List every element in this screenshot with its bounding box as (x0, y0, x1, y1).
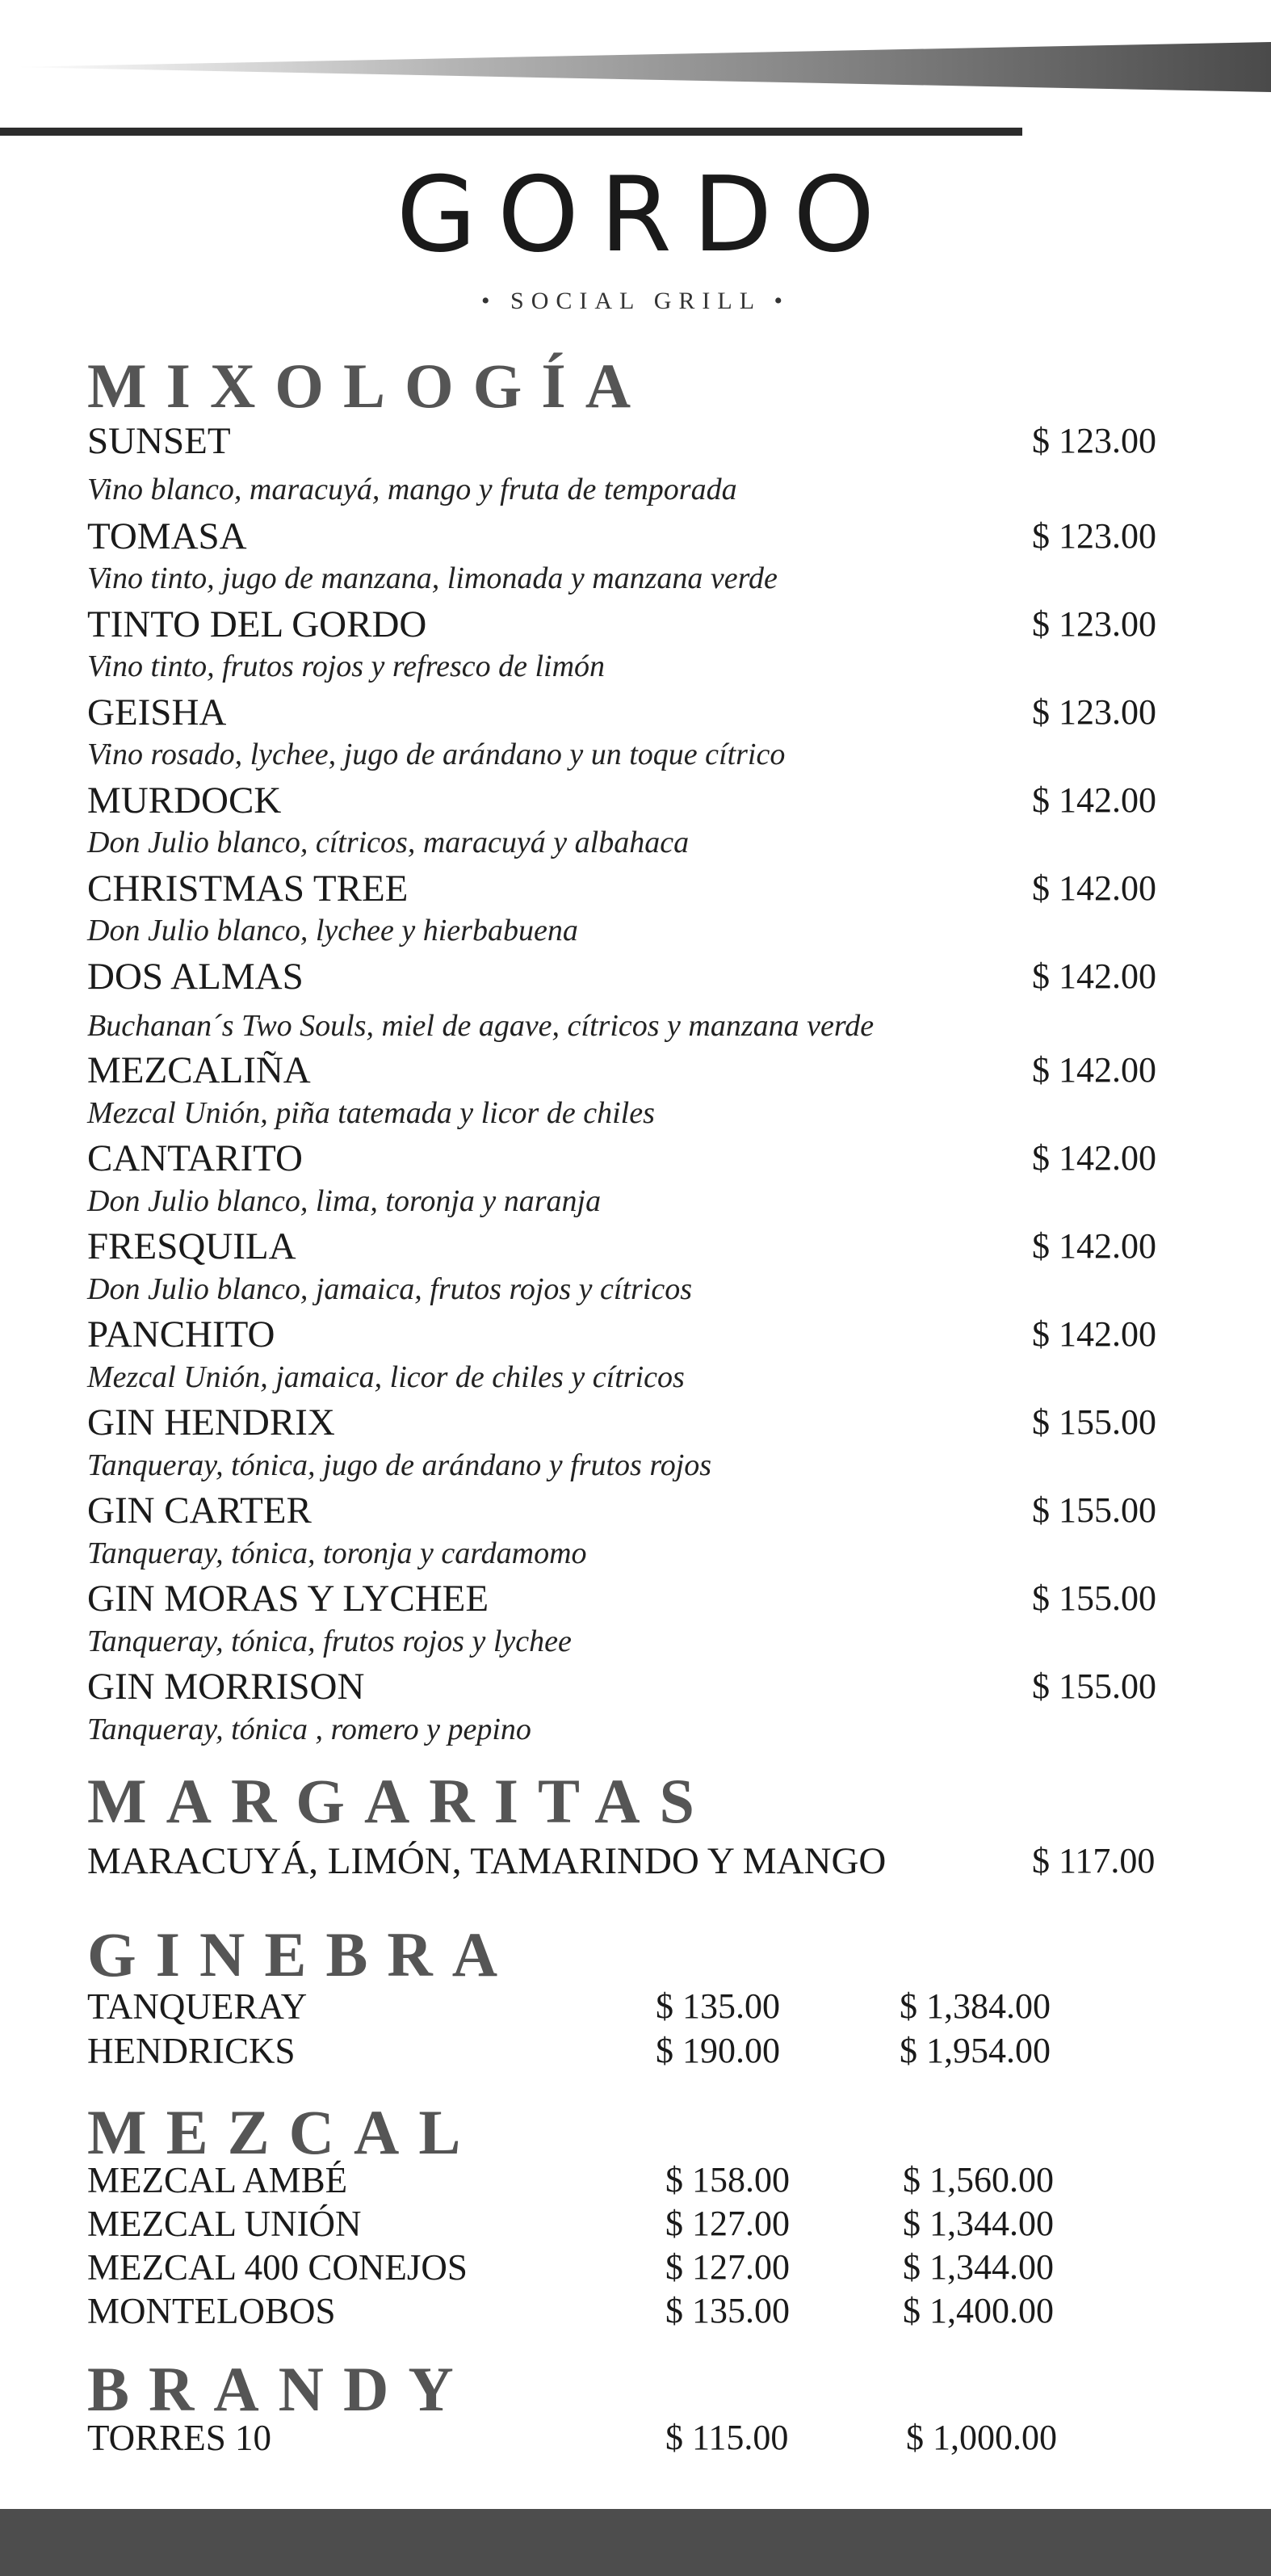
item-name: MONTELOBOS (87, 2291, 336, 2331)
menu-item-mezcal-400-conejos (87, 2246, 1137, 2288)
item-price-glass: $ 135.00 (656, 1986, 780, 2026)
item-name: TOMASA (87, 515, 247, 557)
item-name: MEZCAL UNIÓN (87, 2204, 362, 2244)
item-price: $ 117.00 (1032, 1841, 1156, 1881)
item-price: $ 142.00 (1032, 780, 1156, 820)
brand-tagline: • SOCIAL GRILL • (481, 288, 790, 314)
header-rule (0, 128, 1022, 136)
item-description: Tanqueray, tónica , romero y pepino (87, 1712, 531, 1746)
menu-item-gin-moras-y-lychee (87, 1576, 1169, 1621)
item-description: Tanqueray, tónica, frutos rojos y lychee (87, 1624, 572, 1658)
menu-item-fresquila (87, 1224, 1169, 1269)
item-price: $ 155.00 (1032, 1666, 1156, 1706)
item-name: MEZCAL 400 CONEJOS (87, 2247, 468, 2288)
item-price-bottle: $ 1,400.00 (903, 2291, 1054, 2330)
item-price: $ 142.00 (1032, 1226, 1156, 1266)
item-description: Vino rosado, lychee, jugo de arándano y un toque cítrico (87, 738, 786, 771)
item-name: MARACUYÁ, LIMÓN, TAMARINDO Y MANGO (87, 1840, 887, 1882)
item-name: DOS ALMAS (87, 956, 304, 998)
footer-bar (0, 2509, 1271, 2576)
item-name: GEISHA (87, 691, 227, 733)
item-price-glass: $ 158.00 (665, 2160, 790, 2200)
section-title-ginebra: GINEBRA (87, 1919, 518, 1990)
menu-item-tinto-del-gordo (87, 602, 1169, 647)
item-name: PANCHITO (87, 1313, 275, 1355)
item-name: TORRES 10 (87, 2418, 271, 2458)
item-price-glass: $ 115.00 (665, 2418, 789, 2457)
item-name: MURDOCK (87, 780, 282, 822)
item-price-bottle: $ 1,954.00 (900, 2031, 1051, 2070)
item-name: CANTARITO (87, 1137, 303, 1179)
item-description: Buchanan´s Two Souls, miel de agave, cítricos y manzana verde (87, 1009, 875, 1043)
item-price: $ 142.00 (1032, 1050, 1156, 1090)
menu-item-gin-carter (87, 1488, 1169, 1533)
menu-item-cantarito (87, 1136, 1169, 1181)
item-name: FRESQUILA (87, 1225, 296, 1267)
item-price: $ 155.00 (1032, 1402, 1156, 1442)
menu-item-torres-10 (87, 2417, 1137, 2459)
item-price-glass: $ 127.00 (665, 2247, 790, 2287)
item-name: GIN HENDRIX (87, 1401, 335, 1443)
menu-item-hendricks (87, 2030, 1137, 2072)
item-description: Mezcal Unión, piña tatemada y licor de chiles (87, 1096, 655, 1130)
item-price: $ 123.00 (1032, 421, 1156, 460)
item-price: $ 155.00 (1032, 1578, 1156, 1618)
menu-item-montelobos (87, 2290, 1137, 2332)
item-name: SUNSET (87, 420, 231, 462)
menu-item-tanqueray (87, 1986, 1137, 2028)
menu-item-sunset (87, 418, 1169, 464)
item-description: Tanqueray, tónica, toronja y cardamomo (87, 1536, 587, 1570)
menu-item-gin-hendrix (87, 1400, 1169, 1445)
item-name: TINTO DEL GORDO (87, 603, 427, 645)
menu-item-panchito (87, 1312, 1169, 1357)
section-title-mixologia: MIXOLOGÍA (87, 351, 651, 421)
menu-item-dos-almas (87, 954, 1169, 999)
item-name: GIN MORRISON (87, 1666, 365, 1708)
menu-item-mezcal-union (87, 2203, 1137, 2245)
item-name: TANQUERAY (87, 1986, 308, 2027)
item-price-bottle: $ 1,000.00 (906, 2418, 1057, 2457)
item-name: CHRISTMAS TREE (87, 868, 409, 910)
item-price-bottle: $ 1,344.00 (903, 2247, 1054, 2287)
item-description: Vino tinto, jugo de manzana, limonada y manzana verde (87, 561, 778, 595)
item-price: $ 142.00 (1032, 1138, 1156, 1178)
menu-item-margaritas (87, 1838, 1169, 1884)
item-price: $ 155.00 (1032, 1490, 1156, 1530)
item-price: $ 123.00 (1032, 604, 1156, 644)
item-price: $ 142.00 (1032, 956, 1156, 996)
item-description: Vino blanco, maracuyá, mango y fruta de temporada (87, 473, 737, 506)
item-price: $ 123.00 (1032, 692, 1156, 732)
menu-item-gin-morrison (87, 1664, 1169, 1709)
item-description: Don Julio blanco, lima, toronja y naranja (87, 1184, 602, 1218)
item-price: $ 142.00 (1032, 1314, 1156, 1354)
item-price-bottle: $ 1,560.00 (903, 2160, 1054, 2200)
section-title-margaritas: MARGARITAS (87, 1766, 714, 1836)
item-price-glass: $ 135.00 (665, 2291, 790, 2330)
item-price-glass: $ 127.00 (665, 2204, 790, 2243)
item-price-bottle: $ 1,384.00 (900, 1986, 1051, 2026)
item-price: $ 123.00 (1032, 516, 1156, 556)
item-description: Vino tinto, frutos rojos y refresco de limón (87, 649, 606, 683)
item-name: GIN MORAS Y LYCHEE (87, 1578, 489, 1620)
header-swoosh-decoration (13, 42, 1271, 92)
item-description: Don Julio blanco, jamaica, frutos rojos y cítricos (87, 1272, 693, 1306)
item-name: GIN CARTER (87, 1490, 312, 1532)
item-description: Don Julio blanco, lychee y hierbabuena (87, 914, 578, 948)
item-description: Tanqueray, tónica, jugo de arándano y frutos rojos (87, 1448, 712, 1482)
item-description: Mezcal Unión, jamaica, licor de chiles y cítricos (87, 1360, 685, 1394)
item-price: $ 142.00 (1032, 868, 1156, 908)
item-price-bottle: $ 1,344.00 (903, 2204, 1054, 2243)
item-name: HENDRICKS (87, 2031, 296, 2071)
section-title-mezcal: MEZCAL (87, 2097, 480, 2167)
menu-item-mezcalina (87, 1048, 1169, 1093)
menu-item-tomasa (87, 514, 1169, 559)
menu-item-mezcal-ambe (87, 2159, 1137, 2201)
brand-logo-name: GORDO (396, 155, 896, 275)
item-name: MEZCAL AMBÉ (87, 2160, 348, 2200)
item-description: Don Julio blanco, cítricos, maracuyá y albahaca (87, 826, 690, 859)
menu-item-christmas-tree (87, 866, 1169, 911)
section-title-brandy: BRANDY (87, 2354, 473, 2424)
menu-item-murdock (87, 778, 1169, 823)
item-name: MEZCALIÑA (87, 1049, 311, 1091)
menu-item-geisha (87, 690, 1169, 735)
item-price-glass: $ 190.00 (656, 2031, 780, 2070)
